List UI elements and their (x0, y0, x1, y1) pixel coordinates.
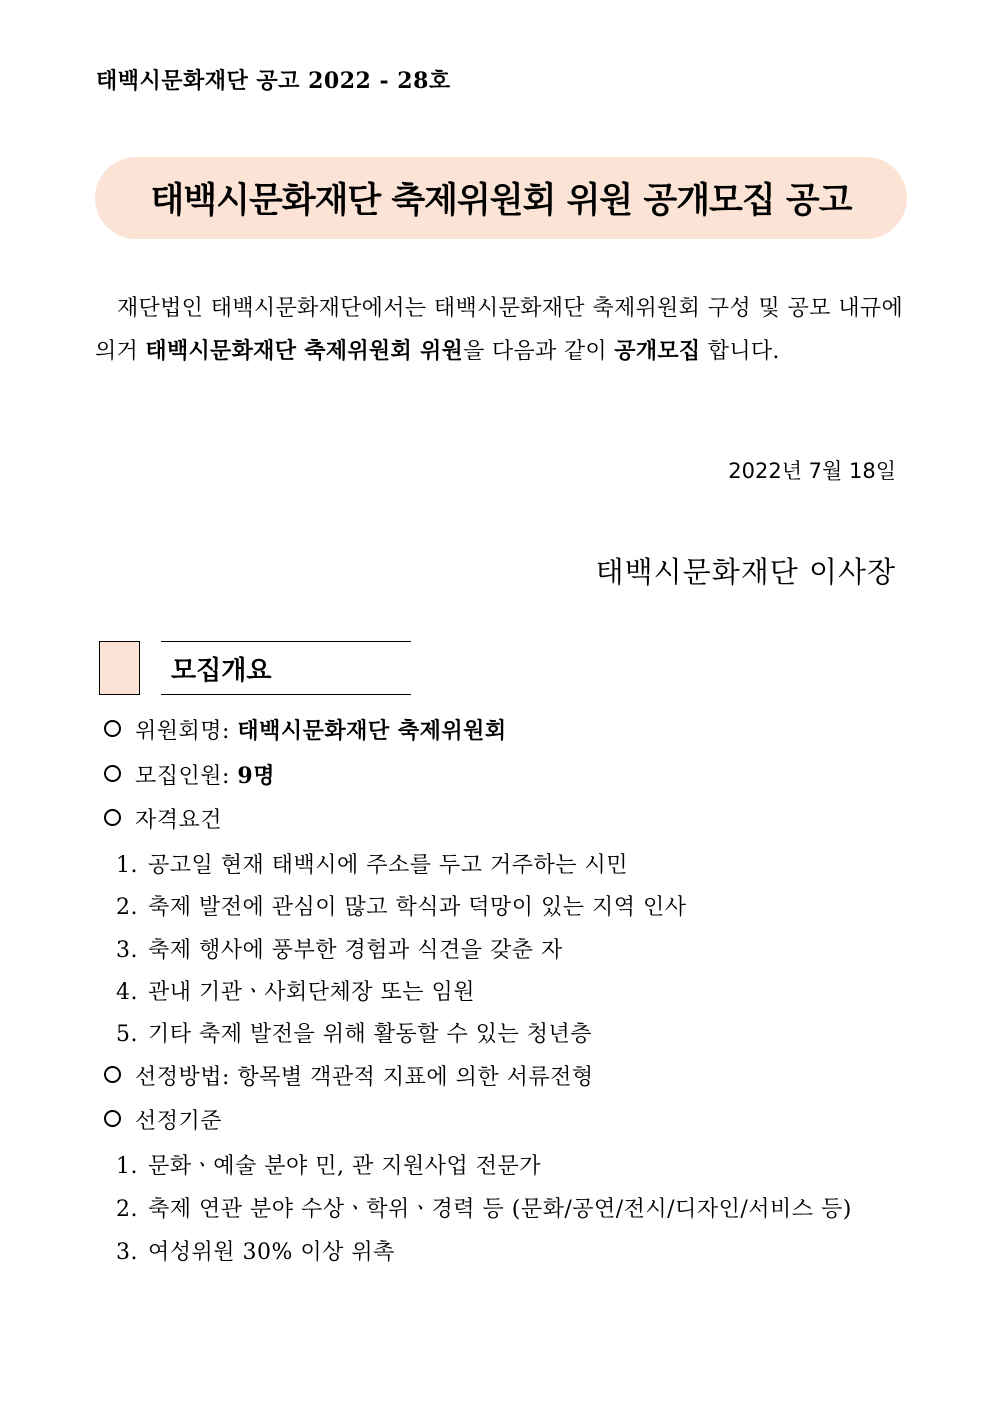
list-item (116, 890, 687, 921)
item-criteria (104, 1104, 222, 1135)
circle-bullet-icon (104, 1066, 121, 1083)
list-item (116, 933, 563, 964)
intro-text-1: 재단법인 태백시문화재단에서는 태백시문화재단 축제위원회 구성 및 공모 내규에 의거 (95, 296, 903, 364)
list-number: 5. (116, 1022, 138, 1047)
list-text: 기타 축제 발전을 위해 활동할 수 있는 청년층 (148, 1022, 592, 1047)
list-item (116, 848, 628, 879)
list-item (116, 1192, 852, 1223)
criteria-label: 선정기준 (135, 1109, 223, 1134)
section-marker-box (99, 641, 140, 695)
list-text: 공고일 현재 태백시에 주소를 두고 거주하는 시민 (148, 853, 629, 878)
intro-text-2: 을 다음과 같이 (463, 339, 615, 364)
list-number: 1. (116, 1154, 138, 1179)
item-method (104, 1060, 594, 1091)
intro-paragraph (95, 288, 903, 373)
list-item (116, 975, 475, 1006)
item-committee (104, 714, 507, 745)
notice-number: 태백시문화재단 공고 2022 - 28호 (96, 68, 451, 94)
circle-bullet-icon (104, 809, 121, 826)
list-item (116, 1149, 541, 1180)
list-text: 문화ㆍ예술 분야 민, 관 지원사업 전문가 (148, 1154, 541, 1179)
intro-text-3: 합니다. (700, 339, 780, 364)
list-number: 2. (116, 1197, 138, 1222)
list-text: 축제 발전에 관심이 많고 학식과 덕망이 있는 지역 인사 (148, 895, 687, 920)
item-qualification (104, 803, 222, 834)
committee-label: 위원회명: (135, 719, 238, 744)
method-label: 선정방법: 항목별 객관적 지표에 의한 서류전형 (135, 1065, 594, 1090)
list-text: 관내 기관ㆍ사회단체장 또는 임원 (148, 980, 476, 1005)
item-recruit (104, 759, 275, 790)
title-banner (95, 157, 907, 239)
list-number: 1. (116, 853, 138, 878)
list-number: 3. (116, 1240, 138, 1265)
list-text: 여성위원 30% 이상 위촉 (148, 1240, 395, 1265)
list-text: 축제 행사에 풍부한 경험과 식견을 갖춘 자 (148, 938, 563, 963)
recruit-value: 9명 (237, 763, 275, 789)
qualification-label: 자격요건 (135, 808, 223, 833)
intro-bold-committee: 태백시문화재단 축제위원회 위원 (145, 338, 464, 364)
section-title: 모집개요 (171, 655, 272, 686)
list-item (116, 1235, 395, 1266)
list-number: 2. (116, 895, 138, 920)
list-text: 축제 연관 분야 수상ㆍ학위ㆍ경력 등 (문화/공연/전시/디자인/서비스 등) (148, 1197, 852, 1222)
page-title: 태백시문화재단 축제위원회 위원 공개모집 공고 (150, 181, 852, 221)
list-number: 4. (116, 980, 138, 1005)
recruit-label: 모집인원: (135, 764, 238, 789)
circle-bullet-icon (104, 1110, 121, 1127)
signer: 태백시문화재단 이사장 (595, 555, 896, 589)
section-header (161, 641, 411, 695)
intro-bold-recruit: 공개모집 (614, 338, 701, 364)
list-number: 3. (116, 938, 138, 963)
committee-value: 태백시문화재단 축제위원회 (237, 718, 507, 744)
list-item (116, 1017, 592, 1048)
circle-bullet-icon (104, 765, 121, 782)
circle-bullet-icon (104, 720, 121, 737)
notice-date: 2022년 7월 18일 (728, 459, 896, 483)
